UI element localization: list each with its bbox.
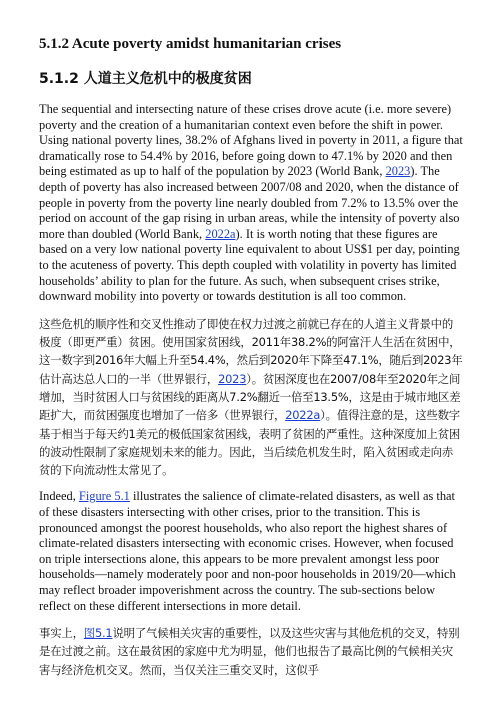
paragraph-disasters-en: [39, 489, 463, 614]
paragraph-text: ). The depth of poverty has also increased between 2007/08 and 2020, when the distance of people in poverty from the poverty line nearly doubled from 7.2% to 13.5% over the period on account of the gap rising in urban areas, while the intensity of poverty also more than doubled (World Bank,: [39, 164, 460, 241]
section-heading-en: 5.1.2 Acute poverty amidst humanitarian crises: [39, 36, 342, 52]
citation-link-world-bank-2022a-zh[interactable]: 2022a: [285, 408, 321, 423]
paragraph-text: 说明了气候相关灾害的重要性，以及这些灾害与其他危机的交叉，特别是在过渡之前。这在最贫困的家庭中尤为明显，他们也报告了最高比例的气候相关灾害与经济危机交叉。然而，当仅关注三重交叉时，这似乎: [39, 626, 460, 677]
paragraph-poverty-en: [39, 102, 463, 305]
paragraph-text: ）。值得注意的是，这些数字基于相当于每天约1美元的极低国家贫困线，表明了贫困的严重性。这种深度加上贫困的波动性限制了家庭规划未来的能力。因此，当后续危机发生时，陷入贫困或走向赤贫的下向流动性太常见了。: [39, 408, 461, 478]
citation-link-world-bank-2022a[interactable]: 2022a: [205, 226, 236, 241]
paragraph-text: 这些危机的顺序性和交叉性推动了即使在权力过渡之前就已存在的人道主义背景中的极度（即更严重）贫困。使用国家贫困线，2011年38.2%的阿富汗人生活在贫困中，这一数字到2016年大幅上升至54.4%，然后到2020年下降至47.1%，随后到2023年估计高达总人口的一半（世界银行，: [39, 316, 463, 386]
paragraph-text: 事实上，: [39, 626, 84, 641]
paragraph-disasters-zh: [39, 624, 463, 679]
citation-link-world-bank-2023-zh[interactable]: 2023: [218, 371, 247, 386]
paragraph-text: The sequential and intersecting nature of these crises drove acute (i.e. more severe) poverty and the creation of a humanitarian context even before the shift in power. Using national poverty lines, 38.2% of Afghans lived in poverty in 2011, a figure that dramatically rose to 54.4% by 2016, before going down to 47.1% by 2020 and then being estimated as up to half of the population by 2023 (World Bank,: [39, 102, 463, 179]
paragraph-text: ）。贫困深度也在2007/08年至2020年之间增加，当时贫困人口与贫困线的距离从7.2%翻近一倍至13.5%，这是由于城市地区差距扩大，而贫困强度也增加了一倍多（世界银行，: [39, 371, 461, 423]
paragraph-text: illustrates the salience of climate-related disasters, as well as that of these disasters intersecting with other crises, prior to the transition. This is pronounced amongst the poorest households, who also report the highest shares of climate-related disasters intersecting with economic crises. However, when focused on triple intersections alone, this appears to be more prevalent amongst less poor households—namely moderately poor and non-poor households in 2019/20—which may reflect broader impoverishment across the country. The sub-sections below reflect on these different intersections in more detail.: [39, 489, 456, 613]
citation-link-world-bank-2023[interactable]: 2023: [385, 164, 411, 179]
section-heading-zh: 5.1.2 人道主义危机中的极度贫困: [39, 71, 252, 87]
paragraph-text: Indeed,: [39, 489, 79, 504]
paragraph-poverty-zh: [39, 315, 463, 480]
figure-link-5-1[interactable]: Figure 5.1: [78, 489, 130, 504]
figure-link-5-1-zh[interactable]: 图5.1: [83, 626, 113, 641]
paragraph-text: ). It is worth noting that these figures are based on a very low national poverty line equivalent to about US$1 per day, pointing to the acuteness of poverty. This depth coupled with volatility in poverty has limited households’ ability to plan for the future. As such, when subsequent crises strike, downward mobility into poverty or towards destitution is all too common.: [39, 226, 460, 304]
